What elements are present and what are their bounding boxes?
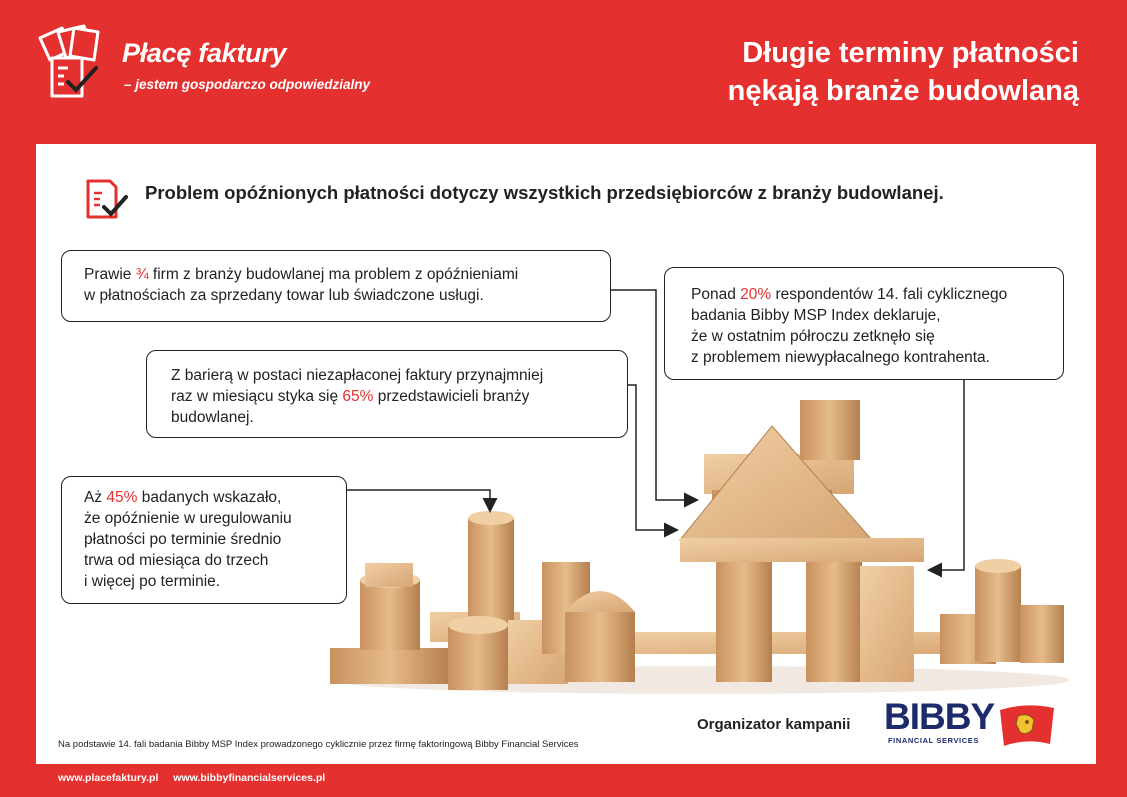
headline-line-2: nękają branże budowlaną <box>727 75 1079 107</box>
fact-text: firm z branży budowlanej ma problem z opóźnieniami <box>148 266 519 283</box>
headline-line-1: Długie terminy płatności <box>742 37 1079 69</box>
fact-value: 45% <box>106 489 138 506</box>
fact-box-20-percent <box>664 267 1064 380</box>
page-headline <box>519 34 1079 110</box>
fact-line: trwa od miesiąca do trzech <box>84 552 269 569</box>
fact-value: 20% <box>740 286 772 303</box>
fact-line <box>691 284 1045 305</box>
intro-statement: Problem opóźnionych płatności dotyczy wszystkich przedsiębiorców z branży budowlanej. <box>145 182 944 203</box>
fact-text: Prawie <box>84 266 136 283</box>
documents-icon <box>34 22 110 104</box>
fact-line: płatności po terminie średnio <box>84 531 282 548</box>
fact-line: i więcej po terminie. <box>84 573 221 590</box>
fact-line <box>84 487 328 508</box>
fact-text: raz w miesiącu styka się <box>171 388 343 405</box>
fact-text: respondentów 14. fali cyklicznego <box>771 286 1008 303</box>
bibby-logo <box>884 696 995 748</box>
fact-line <box>84 264 592 285</box>
fact-box-45-percent <box>61 476 347 604</box>
bibby-logo-name: BIBBY <box>884 696 995 737</box>
footer-link-placefaktury[interactable]: www.placefaktury.pl <box>58 772 159 784</box>
footer-link-bibby[interactable]: www.bibbyfinancialservices.pl <box>173 772 326 784</box>
fact-line: Z barierą w postaci niezapłaconej faktury przynajmniej <box>171 367 544 384</box>
brand-title: Płacę faktury <box>122 38 287 68</box>
fact-line <box>171 386 609 407</box>
fact-line: że opóźnienie w uregulowaniu <box>84 510 292 527</box>
fact-line: że w ostatnim półroczu zetknęło się <box>691 328 935 345</box>
fact-text: przedstawicieli branży <box>373 388 530 405</box>
brand-subtitle: – jestem gospodarczo odpowiedzialny <box>124 77 371 92</box>
source-note: Na podstawie 14. fali badania Bibby MSP Index prowadzonego cyklicznie przez firmę faktoringową Bibby Financial Services <box>58 739 579 750</box>
fact-line: z problemem niewypłacalnego kontrahenta. <box>691 349 990 366</box>
organizer-label: Organizator kampanii <box>697 716 851 733</box>
fact-box-65-percent <box>146 350 628 438</box>
fact-text: Ponad <box>691 286 741 303</box>
fact-line: w płatnościach za sprzedany towar lub świadczone usługi. <box>84 287 484 304</box>
invoice-check-icon <box>84 177 128 223</box>
fact-text: Aż <box>84 489 107 506</box>
lion-flag-logo-icon <box>996 700 1058 752</box>
fact-value: 65% <box>342 388 374 405</box>
fact-box-three-quarters <box>61 250 611 322</box>
fact-value: ¾ <box>135 266 149 283</box>
bibby-logo-tagline: FINANCIAL SERVICES <box>888 736 979 745</box>
fact-line: badania Bibby MSP Index deklaruje, <box>691 307 941 324</box>
footer-links <box>58 772 337 784</box>
fact-text: badanych wskazało, <box>137 489 282 506</box>
fact-line: budowlanej. <box>171 409 254 426</box>
